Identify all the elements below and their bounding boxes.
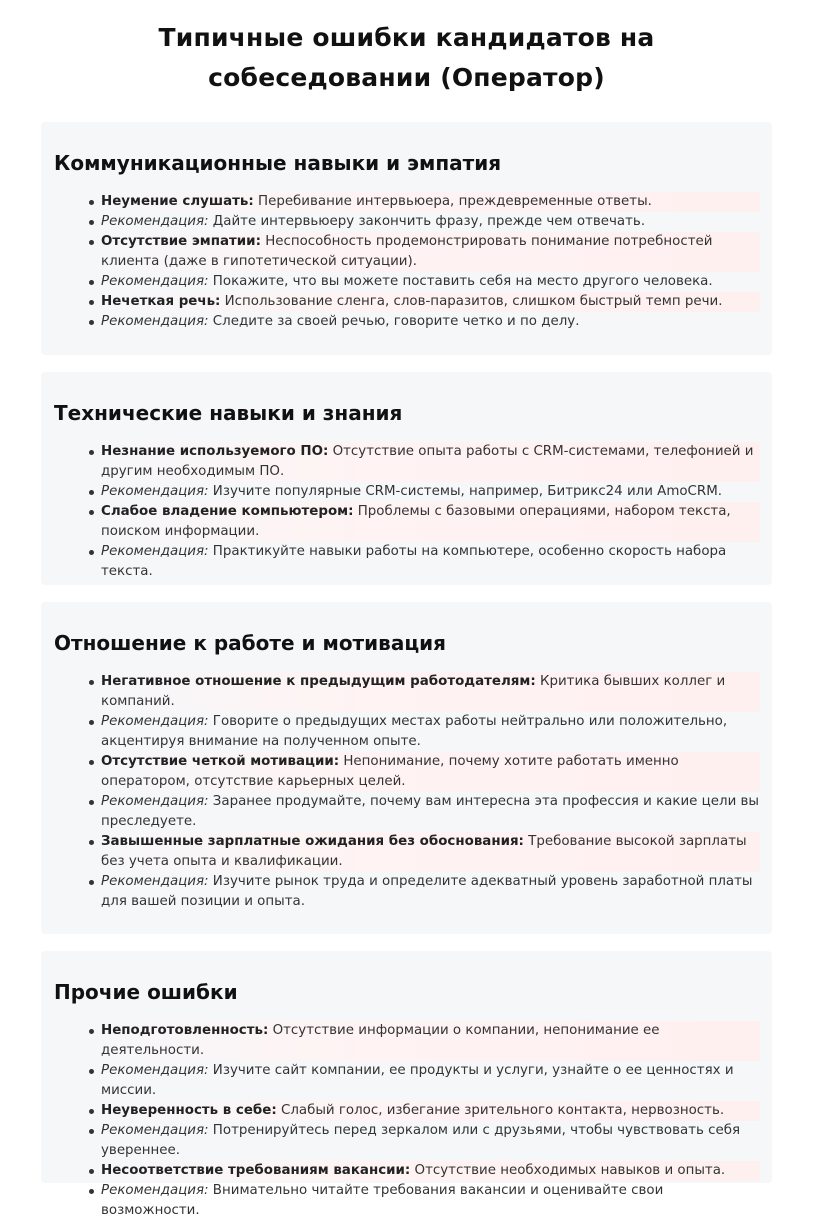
item-text: Слабый голос, избегание зрительного контакта, нервозность. [276, 1103, 725, 1118]
item-text: Дайте интервьюеру закончить фразу, прежде чем отвечать. [208, 214, 646, 229]
item-label: Рекомендация: [101, 1183, 209, 1198]
item-label: Завышенные зарплатные ожидания без обоснования: [101, 834, 524, 849]
list-item-recommendation [101, 872, 760, 912]
item-text: Изучите популярные CRM-системы, например, Битрикс24 или AmoCRM. [208, 484, 723, 499]
item-label: Нечеткая речь: [101, 294, 221, 309]
section-communication [41, 122, 772, 355]
item-text: Изучите сайт компании, ее продукты и услуги, узнайте о ее ценностях и миссии. [101, 1063, 734, 1098]
item-label: Несоответствие требованиям вакансии: [101, 1163, 411, 1178]
section-list [54, 672, 760, 912]
list-item-recommendation [101, 1181, 760, 1221]
item-label: Рекомендация: [101, 484, 209, 499]
item-text: Говорите о предыдущих местах работы нейтрально или положительно, акцентируя внимание на полученном опыте. [101, 714, 728, 749]
item-label: Рекомендация: [101, 214, 209, 229]
item-text: Отсутствие необходимых навыков и опыта. [410, 1163, 726, 1178]
list-item-recommendation [101, 712, 760, 752]
list-item-problem [101, 232, 760, 272]
section-heading: Отношение к работе и мотивация [54, 631, 446, 655]
list-item-recommendation [101, 272, 760, 292]
section-heading: Технические навыки и знания [54, 401, 403, 425]
item-label: Негативное отношение к предыдущим работодателям: [101, 674, 536, 689]
item-text: Отсутствие опыта работы с CRM-системами, телефонией и другим необходимым ПО. [101, 444, 754, 479]
section-other [41, 951, 772, 1218]
list-item-recommendation [101, 1121, 760, 1161]
item-text: Изучите рынок труда и определите адекватный уровень заработной платы для вашей позиции и опыта. [101, 874, 753, 909]
item-label: Слабое владение компьютером: [101, 504, 354, 519]
item-text: Практикуйте навыки работы на компьютере, особенно скорость набора текста. [101, 544, 727, 579]
list-item-recommendation [101, 212, 760, 232]
list-item-problem [101, 752, 760, 792]
item-text: Проблемы с базовыми операциями, набором текста, поиском информации. [101, 504, 731, 539]
list-item-problem [101, 672, 760, 712]
list-item-recommendation [101, 542, 760, 582]
item-text: Покажите, что вы можете поставить себя на место другого человека. [208, 274, 713, 289]
page-title-line-1: Типичные ошибки кандидатов на [158, 23, 655, 52]
page-title [0, 0, 813, 98]
item-text: Потренируйтесь перед зеркалом или с друзьями, чтобы чувствовать себя увереннее. [101, 1123, 741, 1158]
list-item-problem [101, 442, 760, 482]
item-text: Непонимание, почему хотите работать именно оператором, отсутствие карьерных целей. [101, 754, 679, 789]
item-label: Рекомендация: [101, 794, 209, 809]
page-title-line-2: собеседовании (Оператор) [208, 63, 605, 92]
item-text: Отсутствие информации о компании, непонимание ее деятельности. [101, 1023, 660, 1058]
item-text: Следите за своей речью, говорите четко и по делу. [208, 314, 580, 329]
item-label: Отсутствие эмпатии: [101, 234, 261, 249]
section-heading: Прочие ошибки [54, 980, 238, 1004]
item-label: Рекомендация: [101, 274, 209, 289]
item-label: Рекомендация: [101, 1123, 209, 1138]
item-text: Перебивание интервьюера, преждевременные ответы. [253, 194, 652, 209]
list-item-recommendation [101, 482, 760, 502]
section-motivation [41, 602, 772, 934]
item-label: Неподготовленность: [101, 1023, 269, 1038]
list-item-problem [101, 192, 760, 212]
item-label: Рекомендация: [101, 874, 209, 889]
section-heading: Коммуникационные навыки и эмпатия [54, 151, 502, 175]
list-item-problem [101, 1161, 760, 1181]
list-item-problem [101, 502, 760, 542]
item-label: Неуверенность в себе: [101, 1103, 277, 1118]
item-text: Неспособность продемонстрировать понимание потребностей клиента (даже в гипотетической ситуации). [101, 234, 713, 269]
list-item-problem [101, 292, 760, 312]
item-label: Рекомендация: [101, 544, 209, 559]
section-list [54, 192, 760, 332]
item-label: Рекомендация: [101, 1063, 209, 1078]
item-text: Заранее продумайте, почему вам интересна эта профессия и какие цели вы преследуете. [101, 794, 759, 829]
list-item-recommendation [101, 1061, 760, 1101]
list-item-recommendation [101, 312, 760, 332]
item-label: Незнание используемого ПО: [101, 444, 329, 459]
list-item-problem [101, 1021, 760, 1061]
item-label: Отсутствие четкой мотивации: [101, 754, 340, 769]
item-label: Рекомендация: [101, 714, 209, 729]
list-item-problem [101, 1101, 760, 1121]
item-label: Неумение слушать: [101, 194, 254, 209]
item-label: Рекомендация: [101, 314, 209, 329]
item-text: Критика бывших коллег и компаний. [101, 674, 726, 709]
list-item-problem [101, 832, 760, 872]
section-technical [41, 372, 772, 585]
section-list [54, 442, 760, 582]
item-text: Использование сленга, слов-паразитов, слишком быстрый темп речи. [220, 294, 723, 309]
section-list [54, 1021, 760, 1221]
item-text: Требование высокой зарплаты без учета опыта и квалификации. [101, 834, 747, 869]
item-text: Внимательно читайте требования вакансии и оценивайте свои возможности. [101, 1183, 664, 1218]
list-item-recommendation [101, 792, 760, 832]
